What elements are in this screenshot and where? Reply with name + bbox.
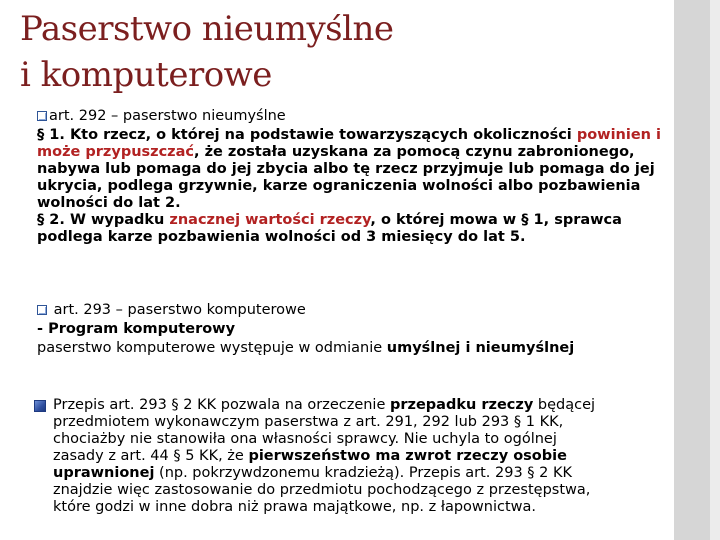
article-293-section xyxy=(37,302,669,357)
forfeiture-text-7: które godzi w inne dobra niż prawa majątkowe, np. z łapownictwa. xyxy=(53,499,537,515)
forfeiture-text-2: przedmiotem wykonawczym paserstwa z art. 291, 292 lub 293 § 1 KK, xyxy=(53,414,564,430)
forfeiture-text-6: znajdzie więc zastosowanie do przedmiotu pochodzącego z przestępstwa, xyxy=(53,482,591,498)
p2-line-2: podlega karze pozbawienia wolności od 3 miesięcy do lat 5. xyxy=(37,229,526,245)
forfeiture-text-5: (np. pokrzywdzonemu kradzieżą). Przepis art. 293 § 2 KK xyxy=(154,465,573,481)
slide-title xyxy=(20,6,660,98)
odmiana-emphasis: umyślnej i nieumyślnej xyxy=(386,340,575,356)
checkbox-bullet-icon xyxy=(37,111,47,121)
p2-emphasis: znacznej wartości rzeczy xyxy=(169,212,371,228)
forfeiture-emphasis-2: pierwszeństwo ma zwrot rzeczy osobie xyxy=(248,448,567,464)
forfeiture-emphasis-1: przepadku rzeczy xyxy=(390,397,534,413)
side-decoration-band xyxy=(674,0,720,540)
forfeiture-emphasis-3: uprawnionej xyxy=(53,465,155,481)
p1-emphasis-a: powinien i xyxy=(576,127,662,143)
forfeiture-text-1b: będącej xyxy=(533,397,596,413)
p1-emphasis-b: może przypuszczać xyxy=(37,144,195,160)
forfeiture-text-1: Przepis art. 293 § 2 KK pozwala na orzeczenie xyxy=(53,397,390,413)
article-292-section xyxy=(37,108,669,246)
p1-line-5: wolności do lat 2. xyxy=(37,195,181,211)
art-292-heading xyxy=(37,108,669,125)
blue-square-bullet-icon xyxy=(34,400,46,412)
forfeiture-text-4: zasady z art. 44 § 5 KK, że xyxy=(53,448,249,464)
art-292-heading-text: art. 292 – paserstwo nieumyślne xyxy=(49,108,286,124)
side-decoration-inner xyxy=(710,0,720,540)
paragraph-1 xyxy=(37,127,669,212)
title-line-2: i komputerowe xyxy=(20,55,272,95)
art-293-heading xyxy=(37,302,669,319)
forfeiture-text-3: chociażby nie stanowiła ona własności sprawcy. Nie uchyla to ogólnej xyxy=(53,431,557,447)
forfeiture-paragraph xyxy=(38,397,668,516)
p1-line-4: ukrycia, podlega grzywnie, karze ograniczenia wolności albo pozbawienia xyxy=(37,178,641,194)
odmiana-text: paserstwo komputerowe występuje w odmianie xyxy=(37,340,387,356)
p1-text-b: , że została uzyskana za pomocą czynu zabronionego, xyxy=(194,144,635,160)
odmiana-line xyxy=(37,340,669,357)
p1-text-a: § 1. Kto rzecz, o której na podstawie towarzyszących okoliczności xyxy=(37,127,577,143)
title-line-1: Paserstwo nieumyślne xyxy=(20,9,394,49)
program-komputerowy-line: - Program komputerowy xyxy=(37,321,236,337)
p2-text-a: § 2. W wypadku xyxy=(37,212,170,228)
checkbox-bullet-icon xyxy=(37,305,47,315)
p1-line-3: nabywa lub pomaga do jej zbycia albo tę rzecz przyjmuje lub pomaga do jej xyxy=(37,161,655,177)
p2-text-b: , o której mowa w § 1, sprawca xyxy=(370,212,622,228)
art-293-heading-text: art. 293 – paserstwo komputerowe xyxy=(49,302,306,318)
paragraph-2 xyxy=(37,212,669,246)
